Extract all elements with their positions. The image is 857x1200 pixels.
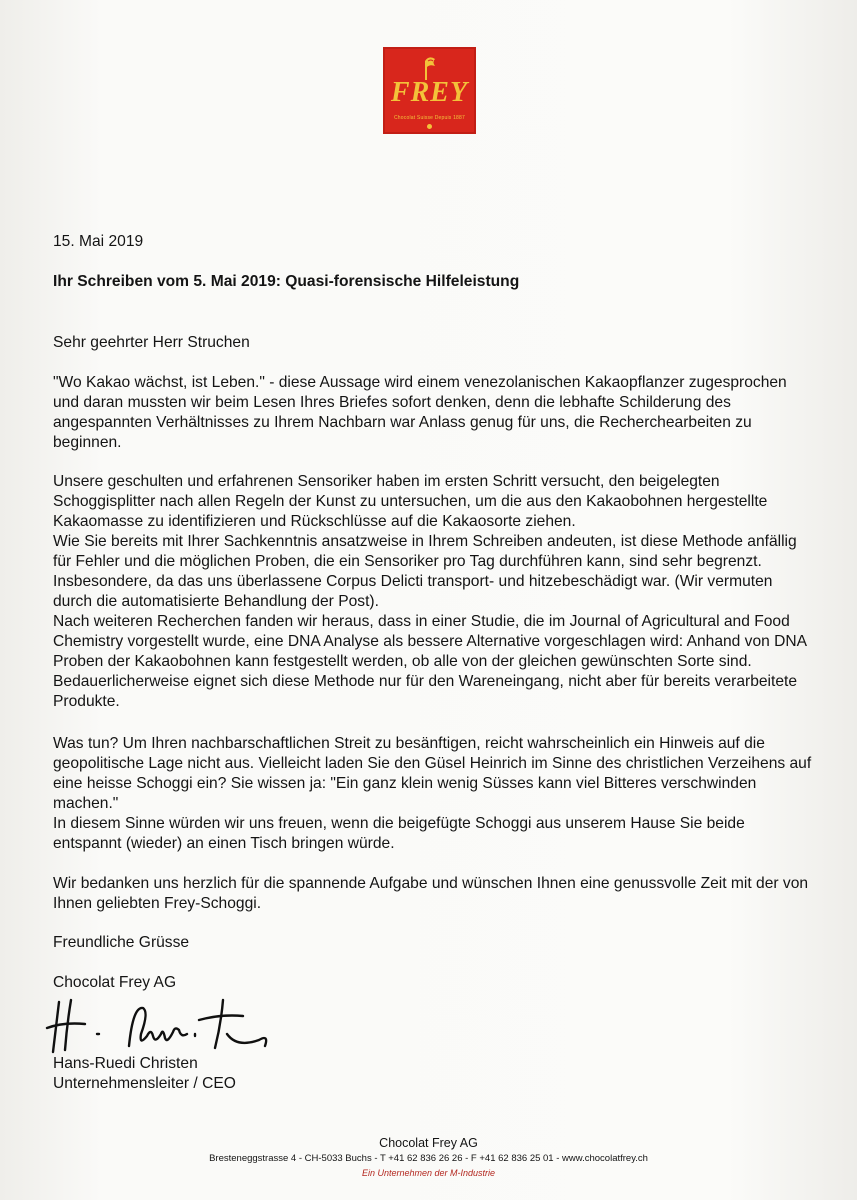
logo-wordmark: FREY	[390, 77, 469, 108]
footer-company: Chocolat Frey AG	[379, 1136, 478, 1150]
signer-title: Unternehmensleiter / CEO	[53, 1075, 236, 1092]
signer-name: Hans-Ruedi Christen	[53, 1055, 198, 1072]
letter-salutation: Sehr geehrter Herr Struchen	[53, 334, 250, 351]
logo-tagline: Chocolat Suisse Depuis 1887	[394, 115, 465, 121]
logo-dot	[427, 124, 432, 129]
paragraph-research: Unsere geschulten und erfahrenen Sensoriker haben im ersten Schritt versucht, den beigelegten Schoggisplitter nach allen Regeln der Kunst zu untersuchen, um die aus den Kakaobohnen hergestellte Kakaomasse zu identifizieren und Rückschlüsse auf die Kakaosorte ziehen. Wie Sie bereits mit Ihrer Sachkenntnis ansatzweise in Ihrem Schreiben andeuten, ist diese Methode anfällig für Fehler und die möglichen Proben, die ein Sensoriker pro Tag durchführen kann, sind sehr begrenzt. Insbesondere, da das uns überlassene Corpus Delicti transport- und hitzebeschädigt war. (Wir vermuten durch die automatisierte Behandlung der Post). Nach weiteren Recherchen fanden wir heraus, dass in einer Studie, die im Journal of Agricultural and Food Chemistry vorgestellt wurde, eine DNA Analyse als bessere Alternative vorgeschlagen wird: Anhand von DNA Proben der Kakaobohnen kann festgestellt werden, ob alle von der gleichen gewünschten Sorte sind. Bedauerlicherweise eignet sich diese Methode nur für den Wareneingang, nicht aber für bereits verarbeitete Produkte.	[53, 473, 807, 710]
frey-logo	[383, 47, 476, 134]
paragraph-intro: "Wo Kakao wächst, ist Leben." - diese Aussage wird einem venezolanischen Kakaopflanzer zugesprochen und daran mussten wir beim Lesen Ihres Briefes sofort denken, denn die lebhafte Schilderung des angespannten Verhältnisses zu Ihrem Nachbarn war Anlass genug für uns, die Recherchearbeiten zu beginnen.	[53, 374, 787, 451]
signer-block	[53, 1054, 813, 1094]
letter-date: 15. Mai 2019	[53, 233, 144, 250]
letter-company: Chocolat Frey AG	[53, 974, 177, 991]
footer-address: Bresteneggstrasse 4 - CH-5033 Buchs - T +41 62 836 26 26 - F +41 62 836 25 01 - www.chocolatfrey.ch	[209, 1153, 648, 1164]
letter-closing: Freundliche Grüsse	[53, 934, 190, 951]
handwritten-signature	[45, 994, 275, 1056]
footer-tagline: Ein Unternehmen der M-Industrie	[361, 1168, 496, 1178]
paragraph-thanks: Wir bedanken uns herzlich für die spannende Aufgabe und wünschen Ihnen eine genussvolle Zeit mit der von Ihnen geliebten Frey-Schoggi.	[53, 875, 809, 912]
letter-subject: Ihr Schreiben vom 5. Mai 2019: Quasi-forensische Hilfeleistung	[53, 273, 520, 290]
paragraph-advice: Was tun? Um Ihren nachbarschaftlichen Streit zu besänftigen, reicht wahrscheinlich ein Hinweis auf die geopolitische Lage nicht aus. Vielleicht laden Sie den Güsel Heinrich im Sinne des christlichen Verzeihens auf eine heisse Schoggi ein? Sie wissen ja: "Ein ganz klein wenig Süsses kann viel Bitteres verschwinden machen." In diesem Sinne würden wir uns freuen, wenn die beigefügte Schoggi aus unserem Hause Sie beide entspannt (wieder) an einen Tisch bringen würde.	[53, 735, 812, 852]
